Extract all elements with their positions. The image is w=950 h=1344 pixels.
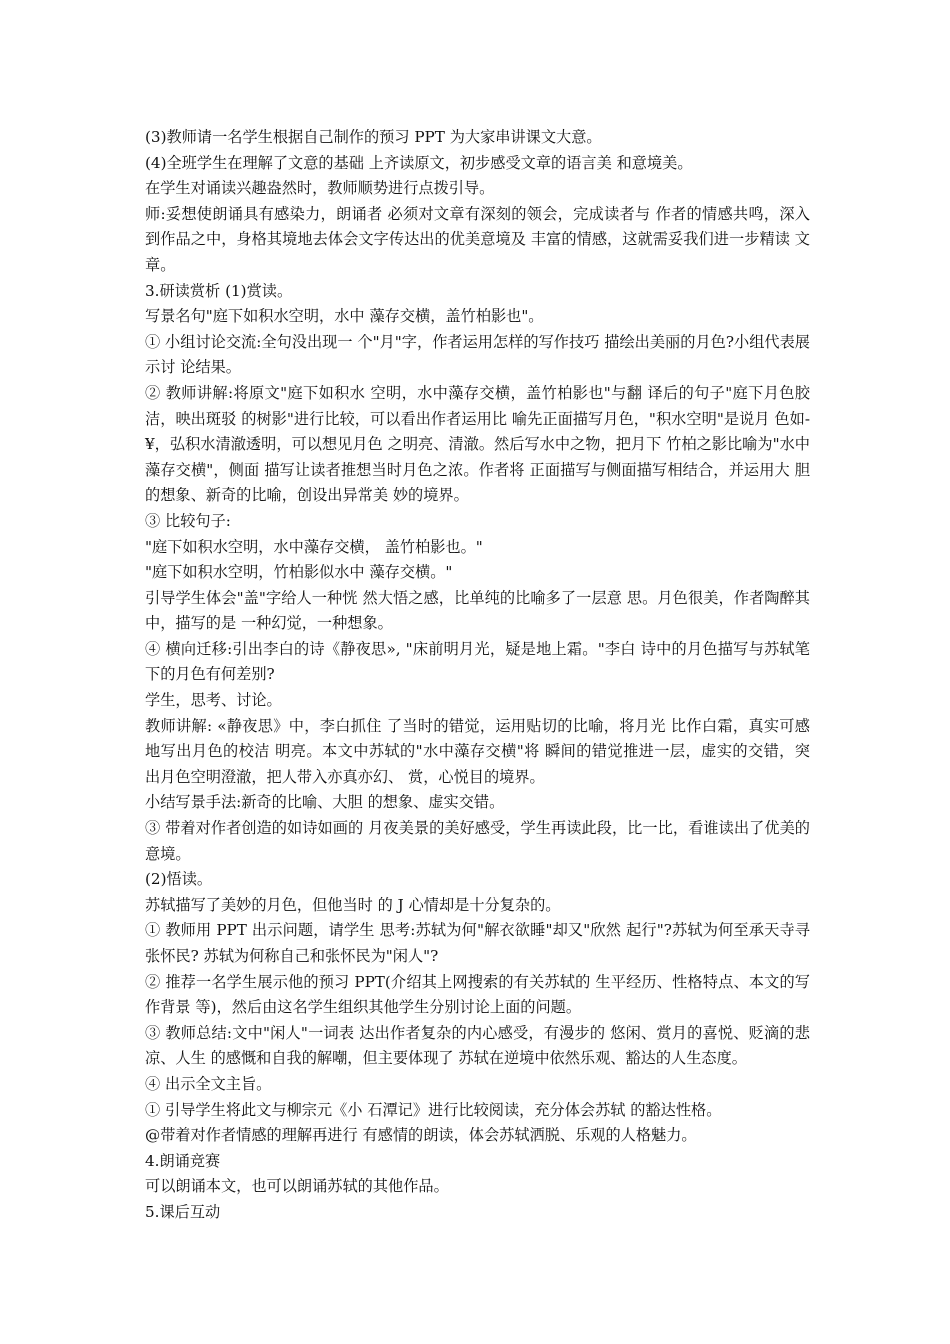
paragraph: 可以朗诵本文，也可以朗诵苏轼的其他作品。 [145, 1177, 449, 1196]
paragraph: 苏轼描写了美妙的月色，但他当时 的 J 心情却是十分复杂的。 [145, 895, 561, 914]
paragraph: ④ 横向迁移:引出李白的诗《静夜思», "床前明月光，疑是地上霜。"李白 诗中的月色描写与苏轼笔下的月色有何差别? [145, 639, 810, 684]
paragraph: "庭下如积水空明，水中藻存交横， 盖竹柏影也。" [145, 537, 483, 556]
paragraph: "庭下如积水空明，竹柏影似水中 藻存交横。" [145, 563, 453, 582]
paragraph: 师:妥想使朗诵具有感染力，朗诵者 必须对文章有深刻的领会，完成读者与 作者的情感共鸣，深入到作品之中，身格其境地去体会文字传达出的优美意境及 丰富的情感，这就需妥我们进一步精读 文章。 [145, 204, 810, 274]
paragraph: (4)全班学生在理解了文意的基础 上齐读原文，初步感受文章的语言美 和意境美。 [145, 153, 693, 172]
paragraph: 小结写景手法:新奇的比喻、大胆 的想象、虚实交错。 [145, 793, 505, 812]
paragraph: (3)教师请一名学生根据自己制作的预习 PPT 为大家串讲课文大意。 [145, 128, 602, 146]
paragraph: ① 引导学生将此文与柳宗元《小 石潭记》进行比较阅读，充分体会苏轼 的豁达性格。 [145, 1100, 722, 1119]
section-heading: (2)悟读。 [145, 870, 213, 889]
paragraph: ② 教师讲解:将原文"庭下如积水 空明，水中藻存交横，盖竹柏影也"与翻 译后的句子"庭下月色胶洁，映出斑驳 的树影"进行比较，可以看出作者运用比 喻先正面描写月色，"积水空明"是说月 色如-¥，弘积水清澈透明，可以想见月色 之明亮、清澈。然后写水中之物，把月下 竹柏之影比喻为"水中藻存交横"，侧面 描写让读者推想当时月色之浓。作者将 正面描写与侧面描写相结合，并运用大 胆的想象、新奇的比喻，创设出异常美 妙的境界。 [145, 383, 810, 505]
section-heading: 4.朗诵竞赛 [145, 1151, 221, 1170]
paragraph: ① 教师用 PPT 出示问题，请学生 思考:苏轼为何"解衣欲睡"却又"欣然 起行"?苏轼为何至承天寺寻张怀民? 苏轼为何称自己和张怀民为"闲人"? [145, 921, 810, 965]
paragraph: 教师讲解: «静夜思》中，李白抓住 了当时的错觉，运用贴切的比喻，将月光 比作白霜，真实可感地写出月色的校洁 明亮。本文中苏轼的"水中藻存交横"将 瞬间的错觉推进一层，虚实的交错，突 出月色空明澄澈，把人带入亦真亦幻、 赏，心悦目的境界。 [145, 716, 810, 786]
paragraph: 学生，思考、讨论。 [145, 691, 282, 710]
paragraph: 写景名句"庭下如积水空明，水中 藻存交横，盖竹柏影也"。 [145, 307, 544, 326]
document-body [145, 125, 810, 1226]
paragraph: ③ 教师总结:文中"闲人"一词表 达出作者复杂的内心感受，有漫步的 悠闲、赏月的喜悦、贬滴的悲凉、人生 的感慨和自我的解嘲，但主要体现了 苏轼在逆境中依然乐观、豁达的人生态度。 [145, 1023, 810, 1068]
paragraph: 在学生对诵读兴趣盎然时，教师顺势进行点拨引导。 [145, 179, 495, 198]
paragraph: ④ 出示全文主旨。 [145, 1074, 272, 1093]
paragraph: ③ 比较句子: [145, 511, 231, 530]
section-heading: 5.课后互动 [145, 1202, 221, 1221]
paragraph: @带着对作者情感的理解再进行 有感情的朗读，体会苏轼洒脱、乐观的人格魅力。 [145, 1126, 697, 1145]
paragraph: ② 推荐一名学生展示他的预习 PPT(介绍其上网搜索的有关苏轼的 生平经历、性格特点、本文的写作背景 等)，然后由这名学生组织其他学生分别讨论上面的问题。 [145, 972, 810, 1017]
paragraph: 引导学生体会"盖"字给人一种恍 然大悟之感，比单纯的比喻多了一层意 思。月色很美，作者陶醉其中，描写的是 一种幻觉，一种想象。 [145, 588, 810, 633]
paragraph: ③ 带着对作者创造的如诗如画的 月夜美景的美好感受，学生再读此段，比一比，看谁读出了优美的意境。 [145, 819, 810, 863]
paragraph: ① 小组讨论交流:全句没出现一 个"月"字，作者运用怎样的写作技巧 描绘出美丽的月色?小组代表展示讨 论结果。 [145, 332, 810, 377]
section-heading: 3.研读赏析 (1)赏读。 [145, 281, 293, 300]
